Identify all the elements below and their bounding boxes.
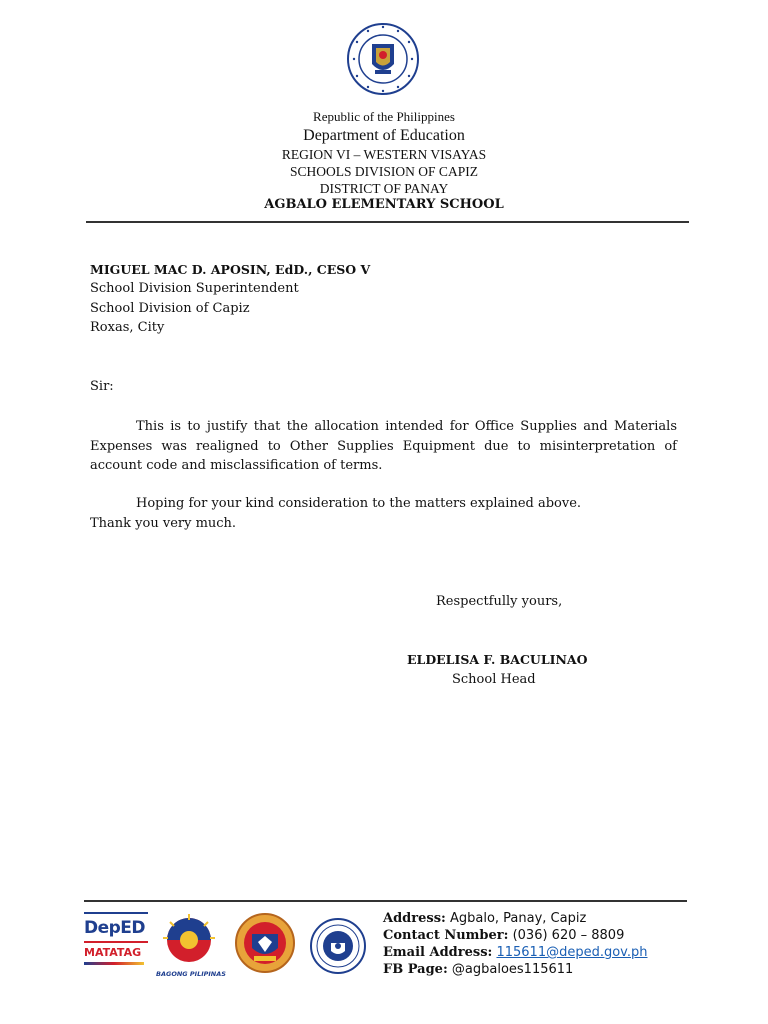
addressee-position: School Division Superintendent [90, 281, 299, 296]
email-link[interactable]: 115611@deped.gov.ph [496, 945, 648, 960]
addressee-office: School Division of Capiz [90, 301, 250, 316]
footer-email [383, 945, 648, 960]
footer-address [383, 911, 586, 926]
addressee-name: MIGUEL MAC D. APOSIN, EdD., CESO V [90, 262, 371, 277]
header-region: REGION VI – WESTERN VISAYAS [281, 147, 487, 162]
division-emblem-logo [234, 912, 296, 974]
header-school: AGBALO ELEMENTARY SCHOOL [264, 197, 504, 212]
fb-label: FB Page: [383, 962, 448, 977]
deped-seal [346, 22, 420, 96]
header-division: SCHOOLS DIVISION OF CAPIZ [290, 164, 478, 179]
header-republic: Republic of the Philippines [313, 109, 455, 124]
contact-label: Contact Number: [383, 928, 509, 943]
deped-logo-text: DepED [84, 918, 146, 938]
school-seal-logo [309, 917, 367, 975]
body-thanks: Thank you very much. [90, 516, 237, 531]
body-paragraph-1: This is to justify that the allocation intended for Office Supplies and Materials Expenses was realigned to Other Supplies Equipment due to misinterpretation of account code and misclassification of terms. [90, 419, 677, 473]
bagong-pilipinas-text: BAGONG PILIPINAS [156, 970, 226, 978]
footer-fb [383, 962, 573, 977]
complimentary-close: Respectfully yours, [436, 594, 563, 609]
signatory-title: School Head [452, 672, 536, 687]
address-label: Address: [383, 911, 446, 926]
footer-divider [84, 900, 687, 902]
bagong-pilipinas-logo [156, 910, 226, 978]
deped-matatag-logo [84, 912, 148, 976]
matatag-logo-text: MATATAG [84, 946, 142, 959]
header-divider [86, 221, 689, 223]
address-value: Agbalo, Panay, Capiz [449, 911, 587, 926]
header-department: Department of Education [303, 127, 465, 144]
email-label: Email Address: [383, 945, 493, 960]
signatory-name: ELDELISA F. BACULINAO [407, 652, 588, 667]
salutation: Sir: [90, 379, 114, 394]
contact-value: (036) 620 – 8809 [512, 928, 625, 943]
addressee-city: Roxas, City [90, 320, 165, 335]
header-district: DISTRICT OF PANAY [319, 181, 449, 196]
body-paragraph-2: Hoping for your kind consideration to the matters explained above. [136, 496, 582, 511]
fb-value: @agbaloes115611 [451, 962, 574, 977]
footer-contact [383, 928, 624, 943]
